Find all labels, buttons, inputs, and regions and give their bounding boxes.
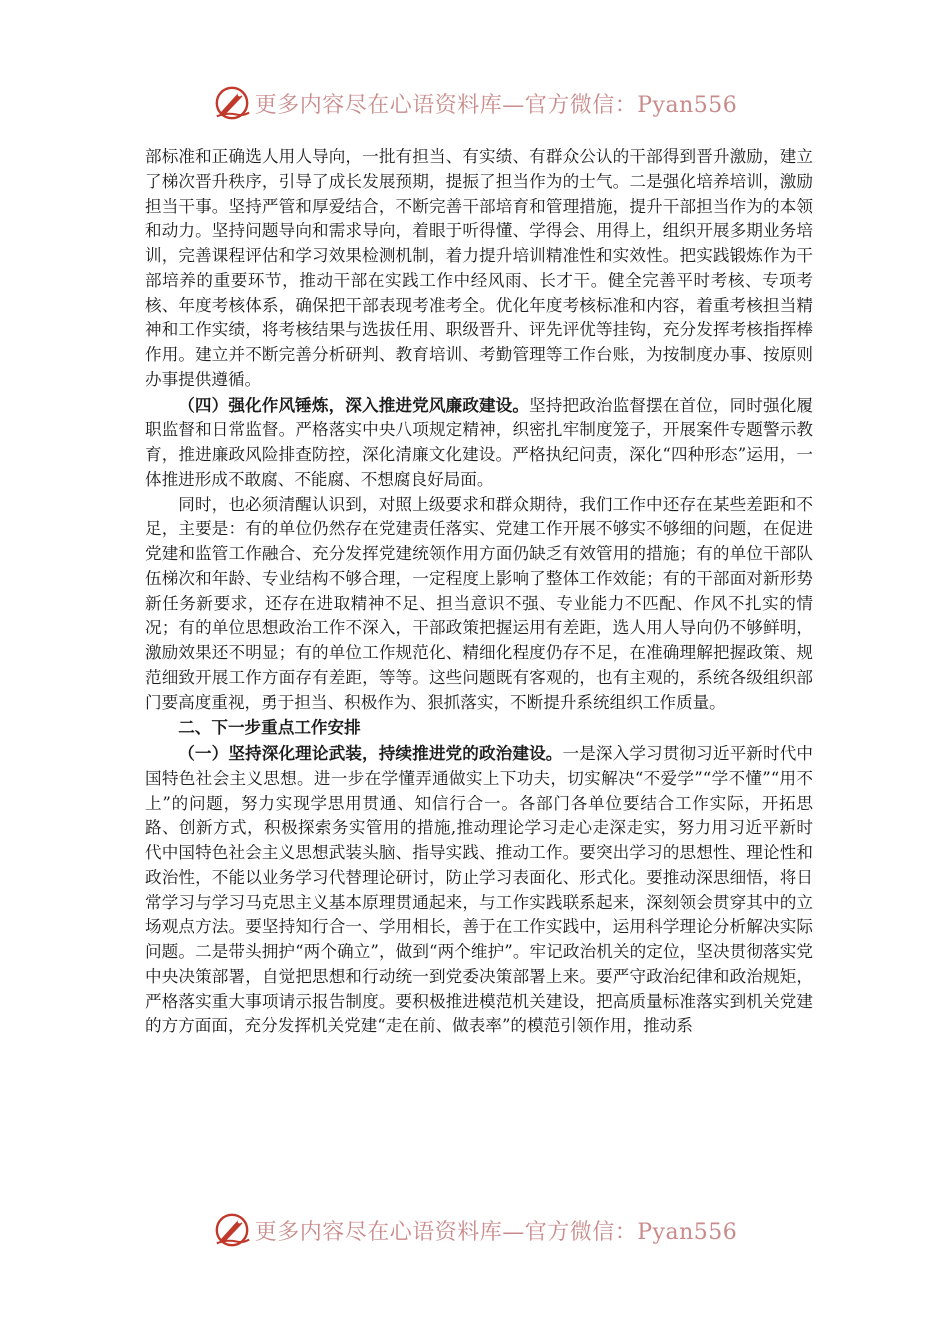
pen-logo-icon [213, 84, 251, 122]
footer-slogan: 更多内容尽在心语资料库—官方微信：Pyan556 [254, 1219, 738, 1245]
subsection-heading-1: （一）坚持深化理论武装，持续推进党的政治建设。 [178, 743, 563, 763]
pen-logo-icon [213, 1211, 251, 1249]
paragraph-theory-arming [145, 741, 813, 1039]
footer-banner [0, 1205, 950, 1255]
paragraph-shortcomings: 同时，也必须清醒认识到，对照上级要求和群众期待，我们工作中还存在某些差距和不足，主要是：有的单位仍然存在党建责任落实、党建工作开展不够实不够细的问题，在促进党建和监管工作融合、充分发挥党建统领作用方面仍缺乏有效管用的措施；有的单位干部队伍梯次和年龄、专业结构不够合理，一定程度上影响了整体工作效能；有的干部面对新形势新任务新要求，还存在进取精神不足、担当意识不强、专业能力不匹配、作风不扎实的情况；有的单位思想政治工作不深入，干部政策把握运用有差距，选人用人导向仍不够鲜明，激励效果还不明显；有的单位工作规范化、精细化程度仍存不足，在准确理解把握政策、规范细致开展工作方面存有差距，等等。这些问题既有客观的，也有主观的，系统各级组织部门要高度重视，勇于担当、积极作为、狠抓落实，不断提升系统组织工作质量。 [145, 494, 813, 712]
subsection-heading-4: （四）强化作风锤炼，深入推进党风廉政建设。 [178, 394, 530, 415]
header-banner [0, 78, 950, 128]
paragraph-continuation: 部标准和正确选人用人导向，一批有担当、有实绩、有群众公认的干部得到晋升激励，建立了梯次晋升秩序，引导了成长发展预期，提振了担当作为的士气。二是强化培养培训，激励担当干事。坚持严管和厚爱结合，不断完善干部培育和管理措施，提升干部担当作为的本领和动力。坚持问题导向和需求导向，着眼于听得懂、学得会、用得上，组织开展多期业务培训，完善课程评估和学习效果检测机制，着力提升培训精准性和实效性。把实践锻炼作为干部培养的重要环节，推动干部在实践工作中经风雨、长才干。健全完善平时考核、专项考核、年度考核体系，确保把干部表现考准考全。优化年度考核标准和内容，着重考核担当精神和工作实绩，将考核结果与选拔任用、职级晋升、评先评优等挂钩，充分发挥考核指挥棒作用。建立并不断完善分析研判、教育培训、考勤管理等工作台账，为按制度办事、按原则办事提供遵循。 [145, 147, 813, 389]
section-heading-text: 二、下一步重点工作安排 [178, 717, 361, 738]
document-body [145, 145, 813, 1039]
paragraph-party-conduct [145, 393, 813, 493]
paragraph-body: 一是深入学习贯彻习近平新时代中国特色社会主义思想。进一步在学懂弄通做实上下功夫，切实解决“不爱学”“学不懂”“用不上”的问题，努力实现学思用贯通、知信行合一。各部门各单位要结合工作实际，开拓思路、创新方式，积极探索务实管用的措施,推动理论学习走心走深走实，努力用习近平新时代中国特色社会主义思想武装头脑、指导实践、推动工作。要突出学习的思想性、理论性和政治性，不能以业务学习代替理论研讨，防止学习表面化、形式化。要推动深思细悟，将日常学习与学习马克思主义基本原理贯通起来，与工作实践联系起来，深刻领会贯穿其中的立场观点方法。要坚持知行合一、学用相长，善于在工作实践中，运用科学理论分析解决实际问题。二是带头拥护“两个确立”，做到“两个维护”。牢记政治机关的定位，坚决贯彻落实党中央决策部署，自觉把思想和行动统一到党委决策部署上来。要严守政治纪律和政治规矩，严格落实重大事项请示报告制度。要积极推进模范机关建设，把高质量标准落实到机关党建的方方面面，充分发挥机关党建“走在前、做表率”的模范引领作用，推动系 [145, 744, 813, 1036]
header-slogan: 更多内容尽在心语资料库—官方微信：Pyan556 [254, 92, 738, 118]
section-heading [145, 715, 813, 741]
paragraph-body: 坚持把政治监督摆在首位，同时强化履职监督和日常监督。严格落实中央八项规定精神，织密扎牢制度笼子，开展案件专题警示教育，推进廉政风险排查防控，深化清廉文化建设。严格执纪问责，深化“四种形态”运用，一体推进形成不敢腐、不能腐、不想腐良好局面。 [145, 395, 814, 489]
